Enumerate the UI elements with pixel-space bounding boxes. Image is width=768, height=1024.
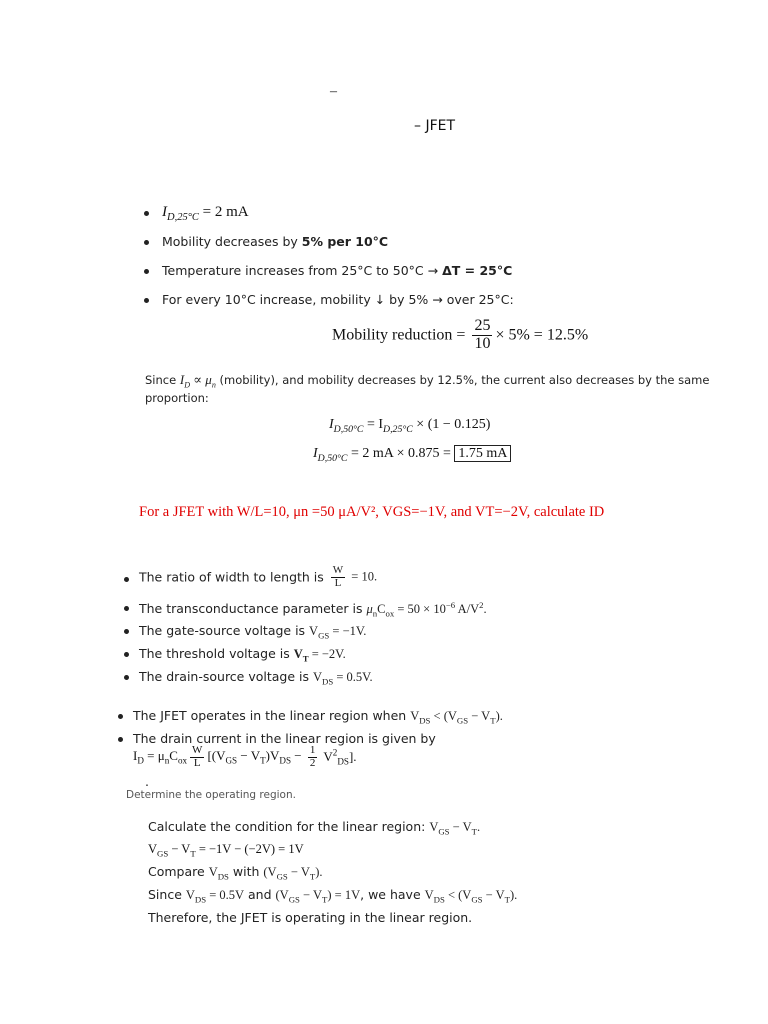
current-equation-1: $I_{D,50^\circ C} = I_{D,25^\circ C} \times (1 - 0.125)$ — [329, 417, 491, 435]
bullet-dot — [144, 211, 149, 216]
step-line-3: Compare $V_{DS}$ with $(V_{GS} - V_T)$. — [148, 864, 323, 882]
header-subtitle: – JFET — [414, 118, 456, 134]
bullet-id25: $I_{D,25^\circ C} = 2$ mA — [162, 204, 249, 223]
stray-dot: . — [145, 774, 149, 789]
mobility-reduction-equation: Mobility reduction = $\frac{25}{10}$ × 5% = 12.5% — [332, 317, 589, 352]
given-ratio: The ratio of width to length is $\frac{W}{L}$ = 10. — [139, 564, 378, 589]
question-text: For a JFET with W/L=10, μn =50 μA/V², VGS=−1V, and VT=−2V, calculate ID — [139, 504, 605, 520]
bullet-dot — [144, 240, 149, 245]
given-vds: The drain-source voltage is $V_{DS} = 0.5V$. — [139, 669, 373, 687]
current-equation-2: $I_{D,50^\circ C} = 2$ mA × 0.875 = 1.75 mA — [313, 446, 511, 464]
header-dash: – — [330, 84, 337, 99]
bullet-dot — [144, 298, 149, 303]
bullet-dot — [124, 606, 129, 611]
bullet-dot — [124, 652, 129, 657]
step-line-4: Since $V_{DS} = 0.5V$ and $(V_{GS} - V_T) = 1V$, we have $V_{DS} < (V_{GS} - V_T)$. — [148, 887, 518, 905]
bullet-dot — [118, 714, 123, 719]
since-paragraph-line1: Since $I_D \propto \mu_n$ (mobility), and mobility decreases by 12.5%, the current also decreases by the same — [145, 372, 710, 390]
bullet-dot — [124, 675, 129, 680]
step-line-5: Therefore, the JFET is operating in the linear region. — [148, 910, 473, 925]
bullet-every10: For every 10°C increase, mobility ↓ by 5% → over 25°C: — [162, 292, 514, 307]
steps-heading: Determine the operating region. — [126, 789, 296, 801]
bullet-temperature: Temperature increases from 25°C to 50°C → ΔT = 25°C — [162, 263, 513, 278]
step-line-2: $V_{GS} - V_T = -1V - (-2V) = 1V$ — [148, 842, 304, 859]
since-paragraph-line2: proportion: — [145, 391, 209, 405]
step-line-1: Calculate the condition for the linear region: $V_{GS} - V_T$. — [148, 819, 481, 837]
region-condition: The JFET operates in the linear region when $V_{DS} < (V_{GS} - V_T)$. — [133, 708, 503, 726]
region-drain-current-text: The drain current in the linear region is given by — [133, 731, 436, 746]
bullet-dot — [124, 629, 129, 634]
boxed-result: 1.75 mA — [454, 445, 511, 462]
bullet-dot — [124, 577, 129, 582]
bullet-mobility: Mobility decreases by 5% per 10°C — [162, 234, 389, 249]
bullet-dot — [144, 269, 149, 274]
given-vt: The threshold voltage is $V_T = -2V$. — [139, 646, 346, 664]
bullet-dot — [118, 737, 123, 742]
given-transconductance: The transconductance parameter is $\mu_nC_{ox} = 50 \times 10^{-6}$ $A/V^2$. — [139, 600, 487, 619]
drain-current-formula: $I_D = \mu_nC_{ox}$ $\frac{W}{L}$ [$(V_{GS} - V_T)V_{DS}$ − $\frac{1}{2}$ $V^2_{DS}$]. — [133, 744, 357, 769]
given-vgs: The gate-source voltage is $V_{GS} = -1V$. — [139, 623, 367, 641]
